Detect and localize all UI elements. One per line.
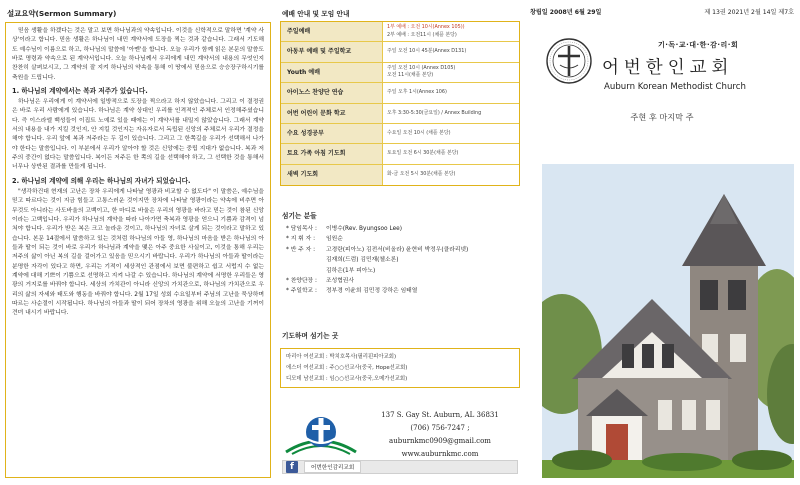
schedule-time-line: 토요일 오전 6시 30분(채플 본당) xyxy=(387,150,459,157)
schedule-event-name: 어번 어린이 문화 학교 xyxy=(281,104,383,123)
church-building-photo xyxy=(542,164,794,478)
officer-row xyxy=(286,245,520,255)
schedule-table xyxy=(280,21,520,186)
officer-row xyxy=(286,266,520,276)
officers-heading: 섬기는 분들 xyxy=(282,212,317,220)
schedule-event-name: 주일예배 xyxy=(281,22,383,41)
schedule-time-line: 주일 오전 10시 (Annex D105) xyxy=(387,65,456,72)
sermon-paragraph-1: 하나님은 우리에게 이 계약서에 일방적으로 도장을 찍으라고 하지 않았습니다. 그리고 이 결정권은 바로 우리 사람에게 있습니다. 하나님은 계약 상대인 우리를 인격적인 주체로서 인정해주셨습니다. 즉 이스라엘 백성들이 이집트 노예로 있을 때에는 이 계약서를 내밀지 않았습니다. 그래서 계약서의 내용을 내가 지킬 것인지, 안 지킬 것인지는 자유자로서 독립된 신앙의 주체로서 우리가 결정을 해야 합니다. 우리 앞에 복과 저주라는 두 길이 있습니다. 그리고 그 한쪽길을 우리가 선택해서 나가야 한다는 말씀입니다. 이 부분에서 우리가 알아야 할 것은 신앙에는 중립 지대가 없습니다. 복과 저주의 중간이 없다는 말씀입니다. 복이든 저주든 한 쪽의 길을 선택해야 하고, 그 선택한 것을 통해서 너무나 상반된 결과를 만들게 됩니다. xyxy=(12,99,264,171)
sermon-point-1: 1. 하나님의 계약에서는 복과 저주가 있습니다. xyxy=(12,87,148,96)
schedule-event-time xyxy=(383,63,519,82)
officer-row xyxy=(286,255,520,265)
facebook-bar[interactable] xyxy=(282,460,518,474)
schedule-row xyxy=(281,22,519,42)
schedule-row xyxy=(281,63,519,83)
denomination-motto: 기·독·교·대·한·감·리·회 xyxy=(658,41,739,49)
schedule-event-name: Youth 예배 xyxy=(281,63,383,82)
officer-names: 고경란(피아노) 김전서(비올라) 윤현비 박정우(클라리넷) xyxy=(326,246,469,253)
facebook-page-name[interactable]: 어번한인감리교회 xyxy=(304,461,361,473)
schedule-time-line: 화-금 오전 5시 30분(채플 본당) xyxy=(387,171,456,178)
schedule-event-time xyxy=(383,165,519,185)
schedule-event-name: 새벽 기도회 xyxy=(281,165,383,185)
phone: (706) 756-7247 xyxy=(410,424,465,432)
schedule-event-time xyxy=(383,144,519,163)
sermon-heading: 설교요약(Sermon Summary) xyxy=(7,9,117,18)
officer-role: * 찬양단장 : xyxy=(286,278,317,285)
officers-list xyxy=(286,224,520,297)
officer-role xyxy=(286,266,326,276)
schedule-time-line: 수요일 오전 10시 (채플 본당) xyxy=(387,130,451,137)
officer-role: * 반 주 자 : xyxy=(286,246,316,253)
sermon-box xyxy=(5,22,271,478)
contact-section xyxy=(280,408,520,478)
officer-role: * 담임목사 : xyxy=(286,226,317,232)
church-name-block xyxy=(600,40,796,92)
schedule-row xyxy=(281,83,519,103)
schedule-time-line: 1부 예배 : 오전 10시(Annex 105)) xyxy=(387,24,465,31)
schedule-event-time xyxy=(383,22,519,41)
email[interactable]: auburnkmc0909@gmail.com xyxy=(389,437,491,445)
prayer-section xyxy=(280,330,520,388)
schedule-row xyxy=(281,144,519,164)
officer-names: 김재희(드럼) 김민재(첼소론) xyxy=(326,257,399,264)
officer-names: 이병수(Rev. Byungsoo Lee) xyxy=(326,226,402,232)
prayer-list xyxy=(280,348,520,388)
sermon-paragraph-2: "생각하건대 현재의 고난은 장차 우리에게 나타날 영광과 비교할 수 없도다" 이 말씀은, 예수님을 믿고 따르다는 것이 지금 힘들고 고통스러운 것이지만 장차에 나타날 영광이라는 약속에 비추면 아무것도 아니라는 사도바울의 고백이고, 한 마디로 바울은 우리의 영광을 바라고 믿는 것이 참된 신앙이라는 고백입니다. 우리가 하나님의 계약을 따라 나아가면 축복과 영광을 얻으니 기쁨과 감격이 넘쳐야 합니다. 우리가 받은 복은 크고 놀라운 것이고, 하나님의 자녀로 살게 되는 것이라고 말하고 있습니다. 본문 14절에서 말씀하고 있는 것처럼 하나님의 아들 영, 하나님의 마음을 받은 하나님의 아들과 딸이 되는 것이 바로 우리가 하나님과 계약을 맺은 아주 중요한 사실이고, 이것을 통해 우리는 저주의 삶이 아닌 복의 길을 걸어가고 있음을 믿으시기 바랍니다. 우리가 하나님의 아들과 딸이라는 분명한 자각이 있다고 하면, 우리는 기적이 세상적인 관점에서 보면 불편하고 쉽고 서럽지 수 없는 계약에 대해 기쁘이 기쁨으로 선명하고 지켜 나갈 수 있습니다. 하나님의 계약에 서명한 우리들은 영광의 거지로를 바꿔야 합니다. 세상의 가치관이 아니라 신앙의 가치관으로, 하나님의 가치관으로 우리의 삶의 자세와 태도와 행동을 바꿔야 합니다. 2월 17일 성회 수요일부터 주님의 고난을 묵상하며 따르는 사순절이 시작됩니다. 하나님의 아들과 딸이 되어 장차의 영광을 위해 오늘의 고난을 기꺼이 견뎌 내시기 바랍니다. xyxy=(12,188,264,317)
sermon-intro: 믿음 생활을 하겠다는 것은 말고 보면 하나님과의 약속입니다. 이것을 신학적으로 말하면 '계약 사상'이라고 합니다. 믿음 생활은 하나님이 내민 계약서에 도장을 찍는 것과 같습니다. 그래서 기도해도 예수님이 이름으로 하고, 하나님의 말씀에 '아멘'을 합니다. 오늘 우리가 함께 읽은 본문의 말씀도 바로 명령과 약속으로 된 계약서입니다. 오늘 하나님께서 우리에게 내민 계약서의 내용의 무엇인지 찬찬히 살펴보시고, 그 계약의 잘 지켜 하나님의 약속을 통해 이 땅에서 믿음으로 승승장구하시기를 축원을 드립니다. xyxy=(12,28,264,81)
church-emblem-icon xyxy=(546,38,592,84)
officer-names: 정부경 이윤희 김민정 강하은 임태열 xyxy=(326,288,418,295)
prayer-item: 마리아 여선교회 : 박치호목사(필리핀피아교회) xyxy=(286,354,397,360)
schedule-event-name: 수요 성경공부 xyxy=(281,124,383,143)
address: 137 S. Gay St. Auburn, AL 36831 xyxy=(381,411,499,419)
officer-names: 조성협권사 xyxy=(326,278,354,285)
schedule-time-line: 2부 예배 : 오전11시 (채플 본당) xyxy=(387,31,457,38)
schedule-row xyxy=(281,104,519,124)
church-name-english: Auburn Korean Methodist Church xyxy=(604,82,746,92)
officer-row xyxy=(286,286,520,296)
liturgical-sunday: 주현 후 마지막 주 xyxy=(630,112,694,122)
schedule-event-name: 아동부 예배 및 주일학교 xyxy=(281,42,383,61)
officer-row xyxy=(286,234,520,244)
schedule-row xyxy=(281,42,519,62)
schedule-row xyxy=(281,124,519,144)
schedule-event-time xyxy=(383,104,519,123)
officer-role xyxy=(286,255,326,265)
prayer-item: 디모데 남선교회 : 임○○선교사(중국,오메가선교회) xyxy=(286,375,408,382)
church-name-korean: 어번한인교회 xyxy=(602,58,734,78)
schedule-event-time xyxy=(383,83,519,102)
schedule-time-line: 오전 11시(채플 본당) xyxy=(387,72,434,79)
officer-role: * 주일학교 : xyxy=(286,288,317,295)
cover-panel xyxy=(528,8,796,478)
schedule-event-name: 아이노스 찬양단 연습 xyxy=(281,83,383,102)
schedule-event-time xyxy=(383,42,519,61)
sermon-point-2: 2. 하나님의 계약에 의해 우리는 하나님의 자녀가 되었습니다. xyxy=(12,176,191,185)
prayer-item: 에스더 여선교회 : 주○○선교사(중국, Hope선교회) xyxy=(286,364,408,371)
cross-flame-logo xyxy=(282,408,360,456)
phone-email xyxy=(360,422,520,448)
website[interactable]: www.auburnkmc.com xyxy=(401,450,479,458)
facebook-icon: f xyxy=(286,461,298,473)
separator: ; xyxy=(467,424,470,432)
officer-row xyxy=(286,224,520,234)
schedule-time-line: 주일 오전 10시 45분(Annex D131) xyxy=(387,48,467,55)
schedule-heading: 예배 안내 및 모임 안내 xyxy=(282,10,350,18)
schedule-row xyxy=(281,165,519,185)
sermon-panel xyxy=(5,8,271,478)
schedule-time-line: 주일 오후 1시(Annex 106) xyxy=(387,89,447,96)
officer-names: 김하은(1부 피아노) xyxy=(326,267,376,274)
schedule-event-time xyxy=(383,124,519,143)
contact-info xyxy=(360,409,520,461)
officer-role: * 지 휘 자 : xyxy=(286,236,316,243)
info-panel xyxy=(280,8,520,478)
schedule-time-line: 오후 3:30-5:30(금요일) / Annex Building xyxy=(387,109,482,116)
schedule-event-name: 토요 가족 아침 기도회 xyxy=(281,144,383,163)
issue-line xyxy=(528,8,796,18)
issue-number: 제 13권 2021년 2월 14일 제7호 xyxy=(704,9,794,16)
officer-names: 임원순 xyxy=(326,236,343,243)
officers-section xyxy=(280,210,520,297)
prayer-heading: 기도하며 섬기는 곳 xyxy=(282,332,339,340)
established-date: 창립일 2008년 6월 29일 xyxy=(530,9,602,16)
officer-row xyxy=(286,276,520,286)
